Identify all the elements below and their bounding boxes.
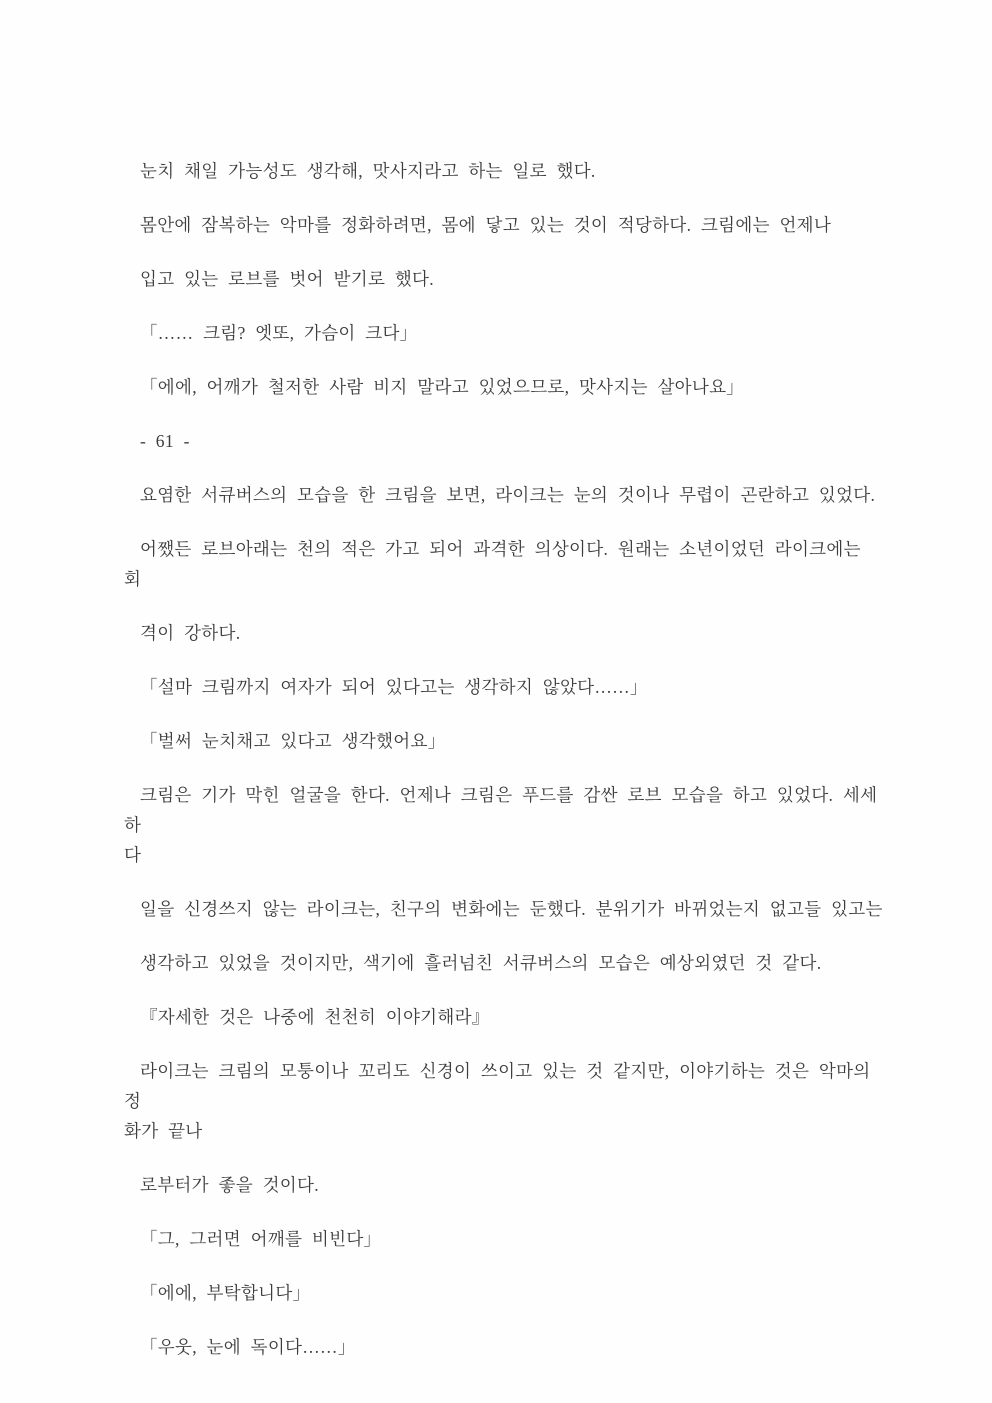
paragraph [124, 156, 884, 186]
text-line: 생각하고 있었을 것이지만, 색기에 흘러넘친 서큐버스의 모습은 예상외였던 것 같다. [140, 953, 822, 973]
dialogue-line [124, 726, 884, 756]
paragraph [124, 948, 884, 978]
dialogue-line [124, 318, 884, 348]
text-line: 「설마 크림까지 여자가 되어 있다고는 생각하지 않았다……」 [140, 677, 648, 697]
text-line: 라이크는 크림의 모퉁이나 꼬리도 신경이 쓰이고 있는 것 같지만, 이야기하는 것은 악마의 정 [124, 1061, 871, 1111]
text-line: 요염한 서큐버스의 모습을 한 크림을 보면, 라이크는 눈의 것이나 무렵이 곤란하고 있었다. [140, 485, 876, 505]
dialogue-line [124, 1224, 884, 1254]
text-line: 로부터가 좋을 것이다. [140, 1175, 319, 1195]
paragraph [124, 1056, 884, 1146]
page-number [124, 426, 884, 456]
dialogue-line [124, 672, 884, 702]
text-line: 『자세한 것은 나중에 천천히 이야기해라』 [140, 1007, 490, 1027]
text-line: 「그, 그러면 어깨를 비빈다」 [140, 1229, 382, 1249]
text-line: 「우웃, 눈에 독이다……」 [140, 1337, 356, 1357]
text-line: 입고 있는 로브를 벗어 받기로 했다. [140, 269, 434, 289]
paragraph [124, 480, 884, 510]
text-line: 「벌써 눈치채고 있다고 생각했어요」 [140, 731, 446, 751]
text-line: 일을 신경쓰지 않는 라이크는, 친구의 변화에는 둔했다. 분위기가 바뀌었는지 없고들 있고는 [140, 899, 883, 919]
paragraph [124, 1170, 884, 1200]
text-line: 「…… 크림? 엣또, 가슴이 크다」 [140, 323, 418, 343]
text-line: 눈치 채일 가능성도 생각해, 맛사지라고 하는 일로 했다. [140, 161, 596, 181]
text-line: 화가 끝나 [124, 1121, 203, 1141]
dialogue-line [124, 1332, 884, 1362]
text-line: 「에에, 어깨가 철저한 사람 비지 말라고 있었으므로, 맛사지는 살아나요」 [140, 377, 745, 397]
paragraph [124, 534, 884, 594]
dialogue-line [124, 1002, 884, 1032]
text-line: 어쨌든 로브아래는 천의 적은 가고 되어 과격한 의상이다. 원래는 소년이었던 라이크에는 회 [124, 539, 861, 589]
text-line: 「에에, 부탁합니다」 [140, 1283, 311, 1303]
text-line: - 61 - [140, 431, 190, 451]
text-line: 크림은 기가 막힌 얼굴을 한다. 언제나 크림은 푸드를 감싼 로브 모습을 하고 있었다. 세세하 [124, 785, 878, 835]
paragraph [124, 780, 884, 870]
dialogue-line [124, 1278, 884, 1308]
paragraph [124, 210, 884, 240]
text-line: 다 [124, 845, 142, 865]
paragraph [124, 618, 884, 648]
paragraph [124, 894, 884, 924]
paragraph [124, 264, 884, 294]
text-line: 몸안에 잠복하는 악마를 정화하려면, 몸에 닿고 있는 것이 적당하다. 크림에는 언제나 [140, 215, 832, 235]
text-line: 격이 강하다. [140, 623, 241, 643]
dialogue-line [124, 372, 884, 402]
